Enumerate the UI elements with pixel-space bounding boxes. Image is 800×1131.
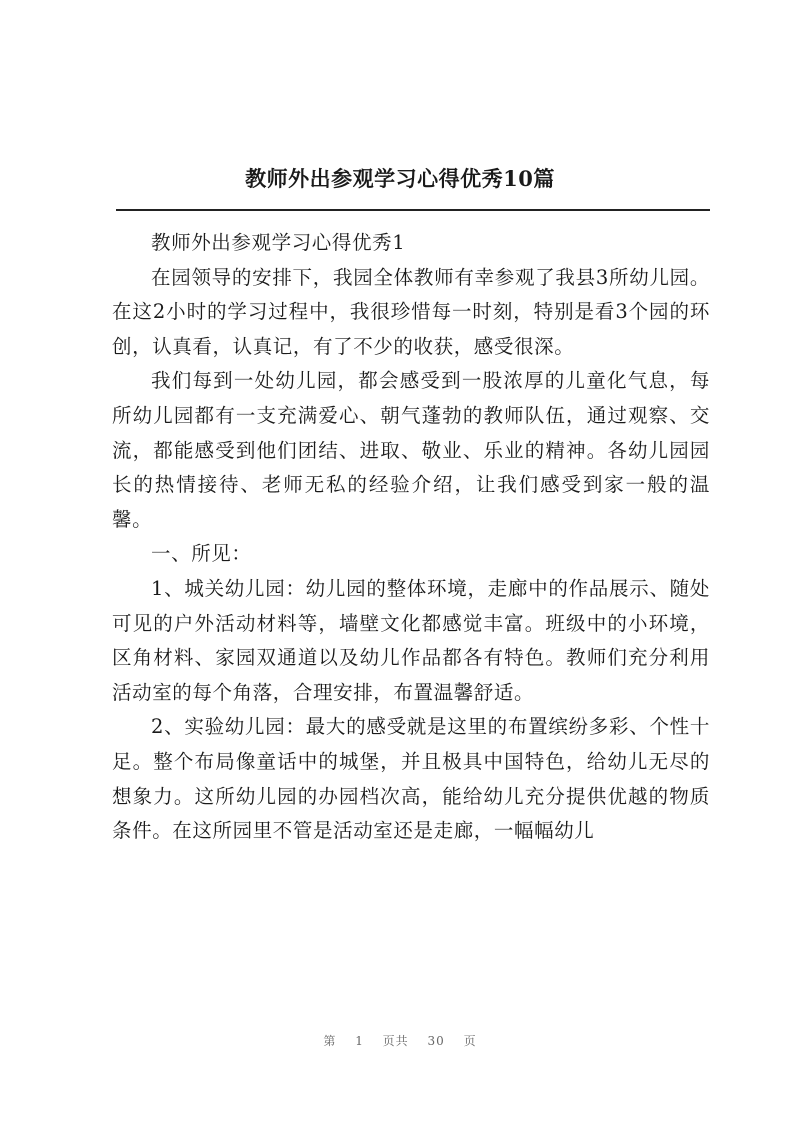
title-divider: [116, 209, 710, 211]
footer-page-number: 1: [355, 1034, 364, 1048]
paragraph: 在园领导的安排下，我园全体教师有幸参观了我县3所幼儿园。在这2小时的学习过程中，我很珍惜每一时刻，特别是看3个园的环创，认真看，认真记，有了不少的收获，感受很深。: [112, 265, 710, 358]
footer-total-pages: 30: [427, 1034, 445, 1048]
footer-middle: 页共: [382, 1034, 409, 1048]
footer-suffix: 页: [463, 1034, 477, 1048]
paragraph: 1、城关幼儿园：幼儿园的整体环境，走廊中的作品展示、随处可见的户外活动材料等，墙壁文化都感觉丰富。班级中的小环境，区角材料、家园双通道以及幼儿作品都各有特色。教师们充分利用活动室的每个角落，合理安排，布置温馨舒适。: [112, 576, 710, 704]
section-heading: 教师外出参观学习心得优秀1: [151, 231, 406, 254]
footer-prefix: 第: [323, 1034, 337, 1048]
document-body: [112, 226, 710, 849]
page-footer: [0, 1032, 800, 1049]
page-title: 教师外出参观学习心得优秀10篇: [245, 166, 555, 191]
paragraph: 2、实验幼儿园：最大的感受就是这里的布置缤纷多彩、个性十足。整个布局像童话中的城堡，并且极具中国特色，给幼儿无尽的想象力。这所幼儿园的办园档次高，能给幼儿充分提供优越的物质条件。在这所园里不管是活动室还是走廊，一幅幅幼儿: [112, 715, 710, 843]
sub-heading: 一、所见：: [151, 542, 252, 566]
paragraph: 我们每到一处幼儿园，都会感受到一股浓厚的儿童化气息，每所幼儿园都有一支充满爱心、朝气蓬勃的教师队伍，通过观察、交流，都能感受到他们团结、进取、敬业、乐业的精神。各幼儿园园长的热情接待、老师无私的经验介绍，让我们感受到家一般的温馨。: [112, 369, 710, 531]
